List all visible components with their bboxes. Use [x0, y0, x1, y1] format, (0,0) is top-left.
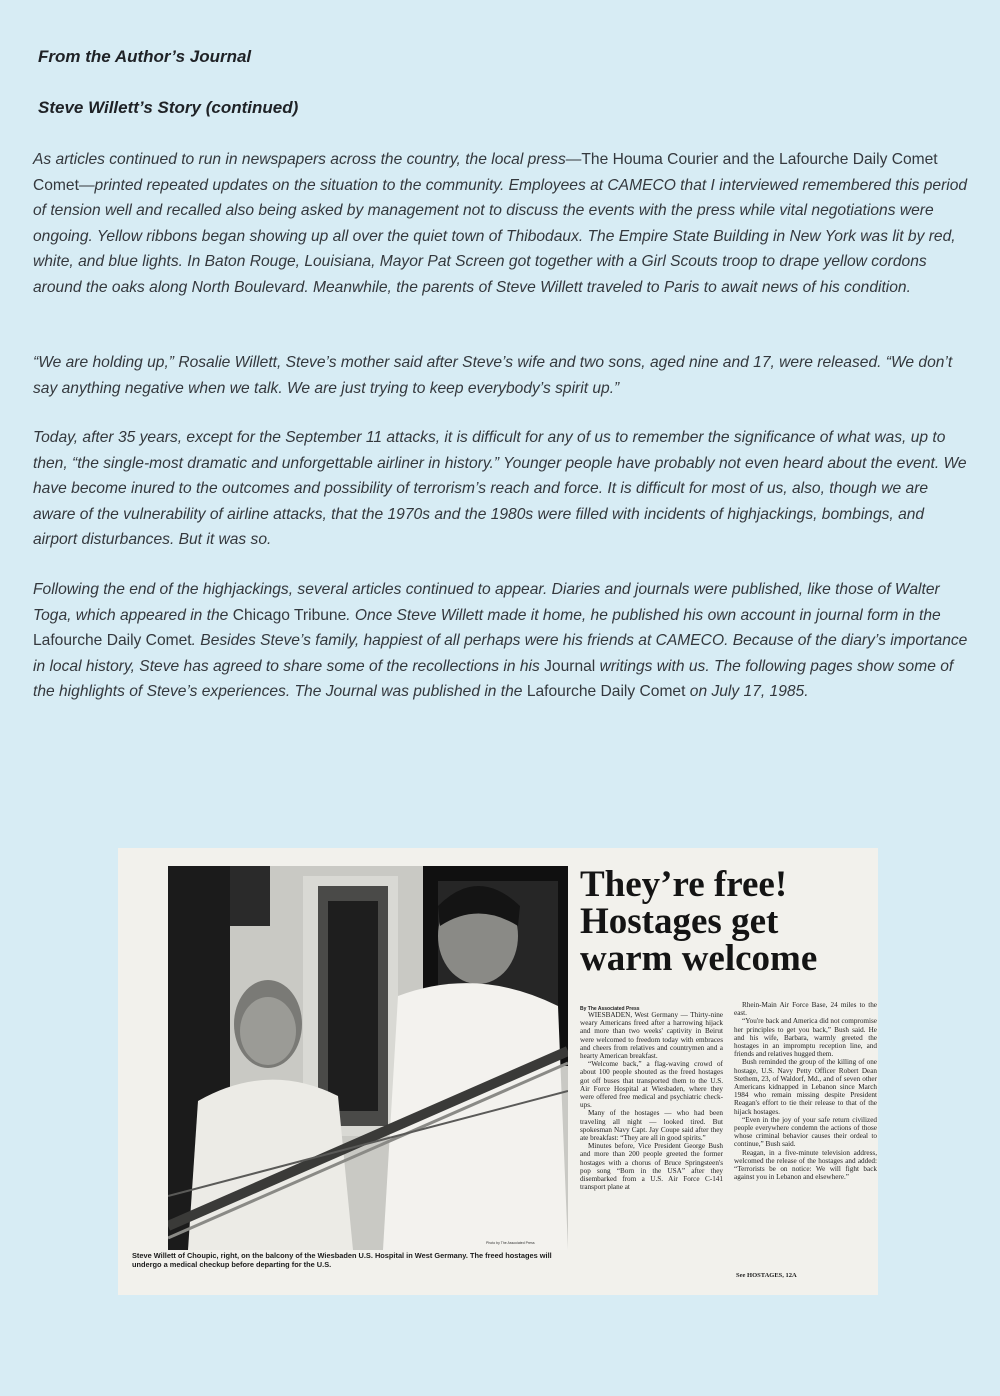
headline-line: Hostages get [580, 901, 779, 942]
headline-line: They’re free! [580, 864, 788, 905]
newspaper-name: Lafourche Daily Comet [33, 632, 192, 650]
paragraph-4: Following the end of the highjackings, several articles continued to appear. Diaries and journals were published, like those of Walter Toga, which appeared in the Chicago Tribune. Once Steve Willett made it home, he published his own account in journal form in the Lafourche Daily Comet. Besides Steve’s family, happiest of all perhaps were his friends at CAMECO. Because of the diary’s importance in local history, Steve has agreed to share some of the recollections in his Journal writings with us. The following pages show some of the highlights of Steve’s experiences. The Journal was published in the Lafourche Daily Comet on July 17, 1985. [33, 581, 968, 701]
photo-credit: Photo by The Associated Press [486, 1241, 535, 1245]
newspaper-clipping [118, 848, 878, 1295]
newspaper-name: The Houma Courier [581, 151, 719, 168]
continued-reference: See HOSTAGES, 12A [736, 1272, 797, 1279]
newspaper-name: Chicago Tribune [232, 606, 347, 624]
paragraph-3: Today, after 35 years, except for the September 11 attacks, it is difficult for any of us to remember the significance of what was, up to then, “the single-most dramatic and unforgettable airliner in history.” Younger people have probably not even heard about the event. We have become inured to the outcomes and possibility of terrorism’s reach and force. It is difficult for most of us, also, though we are aware of the vulnerability of airline attacks, that the 1970s and the 1980s were filled with incidents of highjackings, bombings, and airport disturbances. But it was so. [33, 429, 967, 549]
headline [580, 866, 870, 977]
photo-caption: Steve Willett of Choupic, right, on the balcony of the Wiesbaden U.S. Hospital in West Germany. The freed hostages will undergo a medical checkup before departing for the U.S. [132, 1251, 552, 1269]
page-subtitle: Steve Willett’s Story (continued) [38, 98, 299, 117]
headline-line: warm welcome [580, 938, 818, 979]
photo-illustration [168, 866, 568, 1250]
hostages-photo [168, 866, 568, 1250]
page-title: From the Author’s Journal [38, 47, 252, 66]
article-column-2: Rhein-Main Air Force Base, 24 miles to the east. “You're back and America did not compromise her principles to get you back,” Bush said. He and his wife, Barbara, warmly greeted the hostages in an impromptu reception line, and friends and relatives hugged them. Bush reminded the group of the killing of one hostage, U.S. Navy Petty Officer Robert Dean Stethem, 23, of Waldorf, Md., and of seven other Americans kidnapped in Lebanon since March 1984 who remain missing despite President Reagan's effort to tie their release to that of the hijack hostages. “Even in the joy of your safe return civilized people everywhere condemn the actions of those whose criminal behavior causes their ordeal to continue,” Bush said. Reagan, in a five-minute television address, welcomed the release of the hostages and added: “Terrorists be on notice: We will fight back against you in Lebanon and elsewhere.” [734, 1001, 877, 1182]
paragraph-1: As articles continued to run in newspapers across the country, the local press—The Houma Courier and the Lafourche Daily Comet Comet—printed repeated updates on the situation to the community. Employees at CAMECO that I interviewed remembered this period of tension well and recalled also being asked by management not to discuss the events with the press while vital negotiations were ongoing. Yellow ribbons began showing up all over the quiet town of Thibodaux. The Empire State Building in New York was lit by red, white, and blue lights. In Baton Rouge, Louisiana, Mayor Pat Screen got together with a Girl Scouts troop to drape yellow cordons around the oaks along North Boulevard. Meanwhile, the parents of Steve Willett traveled to Paris to await news of his condition. [33, 151, 968, 296]
newspaper-name: Lafourche Daily Comet [526, 683, 686, 701]
article-column-1: WIESBADEN, West Germany — Thirty-nine weary Americans freed after a harrowing hijack and more than two weeks' captivity in Beirut were welcomed to freedom today with embraces and cheers from relatives and countrymen and a hearty American breakfast. “Welcome back,” a flag-waving crowd of about 100 people shouted as the freed hostages got off buses that transported them to the U.S. Air Force Hospital at Wiesbaden, where they were offered free medical and psychiatric check-ups. Many of the hostages — who had been traveling all night — looked tired. But spokesman Navy Capt. Jay Coupe said after they ate breakfast: “They are all in good spirits.” Minutes before, Vice President George Bush and more than 200 people greeted the former hostages with a chorus of Bruce Springsteen's pop song “Born in the USA” after they disembarked from a U.S. Air Force C-141 transport plane at [580, 1011, 723, 1192]
journal-name: Journal [544, 657, 596, 675]
newspaper-name: Lafourche Daily Comet Comet [33, 151, 938, 194]
byline: By The Associated Press [580, 1006, 640, 1012]
paragraph-2: “We are holding up,” Rosalie Willett, Steve’s mother said after Steve’s wife and two sons, aged nine and 17, were released. “We don’t say anything negative when we talk. We are just trying to keep everybody’s spirit up.” [33, 354, 953, 397]
